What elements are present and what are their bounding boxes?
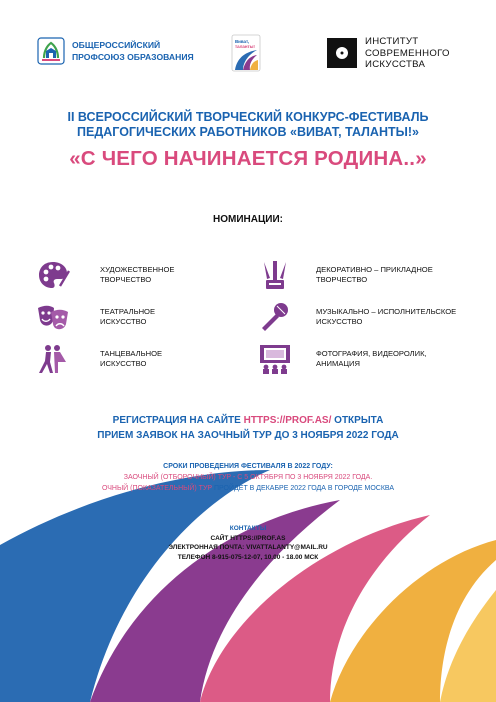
registration-link[interactable]: HTTPS://PROF.AS/ [243,415,332,426]
nomination-label: ТАНЦЕВАЛЬНОЕ ИСКУССТВО [100,349,163,368]
union-logo [36,36,202,66]
microphone-icon [258,300,292,334]
craft-tools-icon [258,258,292,292]
vivat-logo [231,34,261,72]
festival-title-line2: ПЕДАГОГИЧЕСКИХ РАБОТНИКОВ «ВИВАТ, ТАЛАНТЫ!» [77,125,419,139]
terms-full-time-round [0,483,496,494]
registration-prefix: РЕГИСТРАЦИЯ НА САЙТЕ [112,415,244,426]
palette-icon [36,258,70,292]
registration-suffix: ОТКРЫТА [331,415,384,426]
terms-full-time-details: ПРОЙДЁТ В ДЕКАБРЕ 2022 ГОДА В ГОРОДЕ МОСКВА [214,485,395,492]
festival-title-line1: II ВСЕРОССИЙСКИЙ ТВОРЧЕСКИЙ КОНКУРС-ФЕСТИВАЛЬ [67,110,429,124]
union-name: ОБЩЕРОССИЙСКИЙ ПРОФСОЮЗ ОБРАЗОВАНИЯ [72,40,194,62]
svg-text:Виват,: Виват, [235,39,249,44]
nomination-theater [36,300,280,334]
nominations-title: НОМИНАЦИИ: [213,214,283,225]
nomination-label: ТЕАТРАЛЬНОЕ ИСКУССТВО [100,307,156,326]
festival-title [0,110,496,140]
festival-slogan: «С ЧЕГО НАЧИНАЕТСЯ РОДИНА..» [69,147,427,170]
registration-deadline: ПРИЕМ ЗАЯВОК НА ЗАОЧНЫЙ ТУР ДО 3 НОЯБРЯ 2022 ГОДА [97,430,399,441]
contacts-title: КОНТАКТЫ [229,525,267,532]
nomination-music [258,300,496,334]
institute-name: ИНСТИТУТ СОВРЕМЕННОГО ИСКУССТВА [365,36,450,70]
nomination-label: ДЕКОРАТИВНО – ПРИКЛАДНОЕ ТВОРЧЕСТВО [316,265,433,284]
festival-terms [0,461,496,494]
contacts-site[interactable]: САЙТ HTTPS://PROF.AS [210,534,286,542]
nomination-dance [36,342,280,376]
vivat-emblem-icon [231,34,261,72]
registration-info [0,413,496,443]
contacts-block [0,524,496,562]
nomination-crafts [258,258,496,292]
nomination-photo-video [258,342,496,376]
institute-logo [327,36,475,71]
contacts-phone: ТЕЛЕФОН 8-915-075-12-07, 10.00 - 18.00 МСК [177,553,319,561]
dance-icon [36,342,70,376]
cinema-icon [258,342,292,376]
nomination-label: ФОТОГРАФИЯ, ВИДЕОРОЛИК, АНИМАЦИЯ [316,349,427,368]
nomination-art [36,258,280,292]
svg-text:таланты!: таланты! [235,44,255,49]
record-disc-icon [327,38,357,68]
nomination-label: МУЗЫКАЛЬНО – ИСПОЛНИТЕЛЬСКОЕ ИСКУССТВО [316,307,457,326]
contacts-email[interactable]: ЭЛЕКТРОННАЯ ПОЧТА: VIVATTALANTY@MAIL.RU [168,544,328,551]
nomination-label: ХУДОЖЕСТВЕННОЕ ТВОРЧЕСТВО [100,265,175,284]
union-emblem-icon [36,36,66,66]
terms-title: СРОКИ ПРОВЕДЕНИЯ ФЕСТИВАЛЯ В 2022 ГОДУ: [163,463,333,470]
terms-full-time-label: ОЧНЫЙ (ПОКАЗАТЕЛЬНЫЙ) ТУР [101,485,215,492]
terms-correspondence-round: ЗАОЧНЫЙ (ОТБОРОЧНЫЙ) ТУР - С 5 ОКТЯБРЯ ПО 3 НОЯБРЯ 2022 ГОДА. [123,474,373,481]
registration-line1 [0,413,496,428]
theater-masks-icon [36,300,70,334]
